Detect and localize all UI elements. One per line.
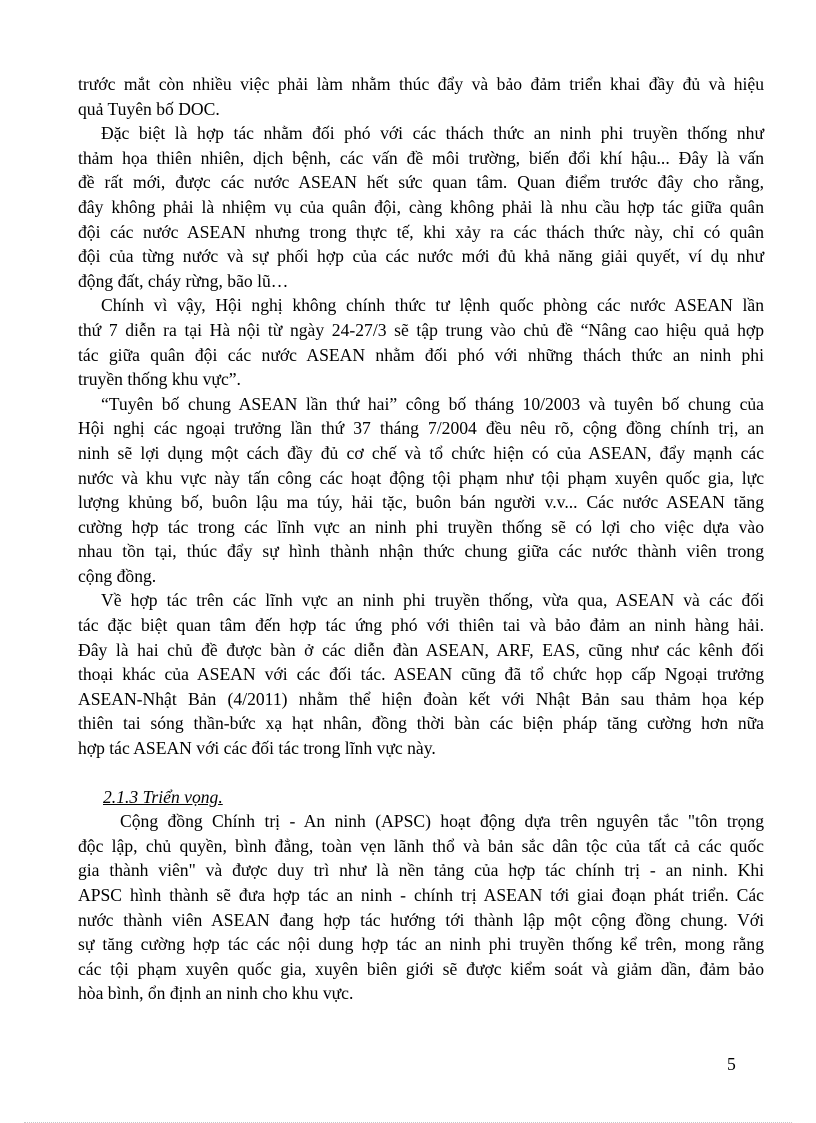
text-line: sự tăng cường hợp tác các nội dung hợp tác an ninh phi truyền thống kể trên, mong rằng (78, 934, 764, 955)
text-line: thiên tai sóng thần-bức xạ hạt nhân, đồng thời bàn các biện pháp tăng cường hơn nữa (78, 713, 764, 734)
text-line: cường hợp tác trong các lĩnh vực an ninh phi truyền thống sẽ có lợi cho việc dựa vào (78, 516, 764, 537)
text-line: lượng khủng bố, buôn lậu ma túy, hải tặc, buôn bán người v.v... Các nước ASEAN tăng (78, 492, 764, 513)
text-line: độc lập, chủ quyền, bình đẳng, toàn vẹn lãnh thổ và bản sắc dân tộc của tất cả các quốc (78, 835, 764, 856)
text-line: quả Tuyên bố DOC. (78, 98, 220, 119)
paragraph-continuation (78, 72, 764, 121)
text-line: nhau tồn tại, thúc đẩy sự hình thành nhận thức chung giữa các nước thành viên trong (78, 541, 764, 562)
text-line: nước và khu vực này tấn công các hoạt động tội phạm như tội phạm xuyên quốc gia, lực (78, 467, 764, 488)
text-line: trước mắt còn nhiều việc phải làm nhằm thúc đẩy và bảo đảm triển khai đầy đủ và hiệu (78, 74, 764, 94)
text-line: đây không phải là nhiệm vụ của quân đội, càng không phải là nhu cầu hợp tác giữa quân (78, 196, 764, 217)
text-line: “Tuyên bố chung ASEAN lần thứ hai” công bố tháng 10/2003 và tuyên bố chung của (101, 393, 764, 414)
text-line: động đất, cháy rừng, bão lũ… (78, 270, 289, 291)
section-spacer (78, 761, 764, 785)
section-heading: 2.1.3 Triển vọng. (103, 786, 223, 807)
text-line: Hội nghị các ngoại trưởng lần thứ 37 tháng 7/2004 đều nêu rõ, cộng đồng chính trị, an (78, 418, 764, 439)
paragraph-prospects (78, 809, 764, 1006)
text-line: ninh sẽ lợi dụng một cách đầy đủ cơ chế và tổ chức hiện có của ASEAN, đẩy mạnh các (78, 442, 764, 463)
page-number: 5 (727, 1054, 736, 1074)
paragraph-nontraditional-security (78, 121, 764, 293)
text-line: đội của từng nước và sự phối hợp của các nước mới đủ khả năng giải quyết, ví dụ như (78, 246, 764, 267)
text-line: ASEAN-Nhật Bản (4/2011) nhằm thể hiện đoàn kết với Nhật Bản sau thảm họa kép (78, 688, 764, 709)
paragraph-joint-declaration (78, 392, 764, 589)
paragraph-defense-meeting (78, 293, 764, 391)
text-line: tác đặc biệt quan tâm đến hợp tác ứng phó với thiên tai và bảo đảm an ninh hàng hải. (78, 615, 764, 636)
text-line: APSC hình thành sẽ đưa hợp tác an ninh - chính trị ASEAN tới giai đoạn phát triển. Các (78, 885, 764, 905)
text-line: truyền thống khu vực”. (78, 369, 241, 390)
text-line: gia thành viên" và được duy trì như là nền tảng của hợp tác chính trị - an ninh. Khi (78, 860, 764, 881)
text-line: Đặc biệt là hợp tác nhằm đối phó với các thách thức an ninh phi truyền thống như (101, 123, 764, 144)
document-body (78, 72, 764, 1006)
text-line: thoại khác của ASEAN với các đối tác. ASEAN cũng đã tổ chức họp cấp Ngoại trưởng (78, 664, 764, 685)
text-line: tác giữa quân đội các nước ASEAN nhằm đối phó với những thách thức an ninh phi (78, 344, 764, 365)
text-line: thứ 7 diễn ra tại Hà nội từ ngày 24-27/3 sẽ tập trung vào chủ đề “Nâng cao hiệu quả hợp (78, 319, 764, 340)
text-line: nước thành viên ASEAN đang hợp tác hướng tới thành lập một cộng đồng chung. Với (78, 909, 764, 930)
text-line: các tội phạm xuyên quốc gia, xuyên biên giới sẽ được kiểm soát và giảm dần, đảm bảo (78, 958, 764, 979)
text-line: cộng đồng. (78, 565, 157, 586)
text-line: Về hợp tác trên các lĩnh vực an ninh phi truyền thống, vừa qua, ASEAN và các đối (101, 590, 764, 611)
text-line: đội các nước ASEAN nhưng trong thực tế, khi xảy ra các thách thức này, chỉ có quân (78, 221, 764, 242)
text-line: hợp tác ASEAN với các đối tác trong lĩnh vực này. (78, 738, 436, 759)
text-line: Cộng đồng Chính trị - An ninh (APSC) hoạt động dựa trên nguyên tắc "tôn trọng (120, 811, 764, 832)
text-line: Đây là hai chủ đề được bàn ở các diễn đàn ASEAN, ARF, EAS, cũng như các kênh đối (78, 639, 764, 660)
text-line: Chính vì vậy, Hội nghị không chính thức tư lệnh quốc phòng các nước ASEAN lần (101, 295, 764, 316)
text-line: đề rất mới, được các nước ASEAN hết sức quan tâm. Quan điểm trước đây cho rằng, (78, 172, 764, 193)
text-line: hòa bình, ổn định an ninh cho khu vực. (78, 983, 354, 1004)
text-line: thảm họa thiên nhiên, dịch bệnh, các vấn đề môi trường, biến đổi khí hậu... Đây là vấn (78, 147, 764, 168)
paragraph-disaster-cooperation (78, 588, 764, 760)
